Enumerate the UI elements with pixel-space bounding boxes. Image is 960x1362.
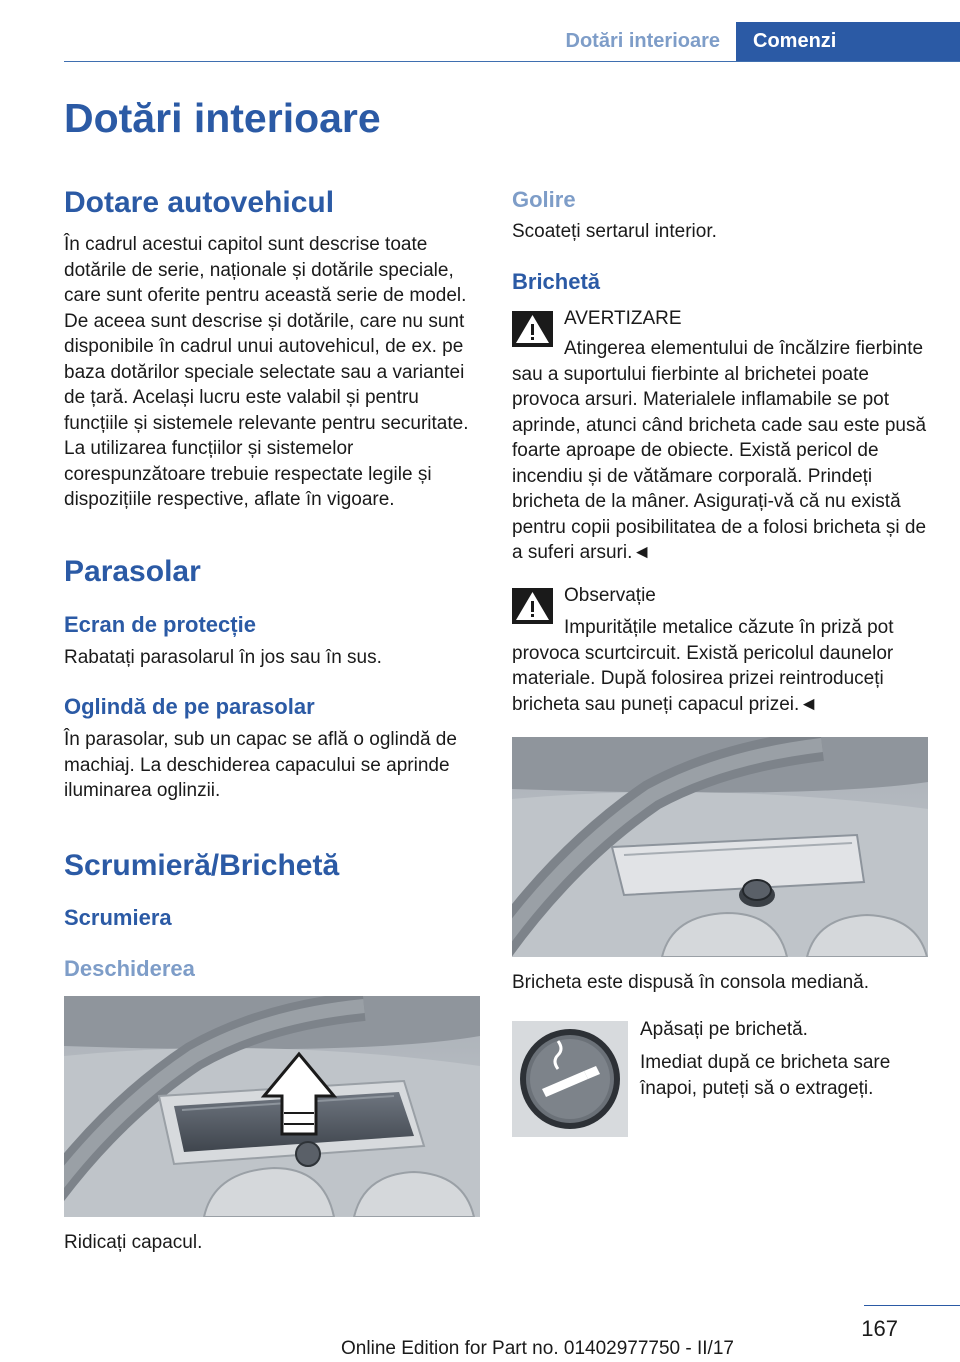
paragraph-ecran: Rabatați parasolarul în jos sau în sus. [64, 647, 382, 668]
heading-parasolar: Parasolar [64, 555, 201, 588]
warning-label-observatie: Observație [564, 585, 656, 606]
page-title: Dotări interioare [64, 95, 381, 141]
paragraph-oglinda: În parasolar, sub un capac se află o oglindă de machiaj. La deschiderea capacului se aprinde iluminarea oglinzii. [64, 729, 457, 801]
heading-ecran-protectie: Ecran de protecție [64, 612, 256, 637]
heading-bricheta: Brichetă [512, 269, 601, 294]
footer-edition: Online Edition for Part no. 01402977750 - II/17 [341, 1338, 734, 1359]
step-apasati: Apăsați pe brichetă. [640, 1019, 808, 1040]
caption-bricheta-consola: Bricheta este dispusă în consola mediană. [512, 972, 869, 993]
step-extrageti: Imediat după ce bricheta sare înapoi, puteți să o extrageți. [640, 1052, 891, 1099]
paragraph-dotare: În cadrul acestui capitol sunt descrise toate dotările de serie, naționale și dotările speciale, care sunt oferite pentru această serie de model. De aceea sunt descrise și dotările, care nu sunt disponibile în cadrul unui autovehicul, de ex. pe baza dotărilor speciale selectate sau a variantei de țară. Același lucru este valabil și pentru funcțiile și sistemele relevante pentru securitate. La utilizarea funcțiilor și sistemelor corespunzătoare trebuie respectate legile și dispozițiile respective, aflate în vigoare. [64, 234, 469, 510]
warning-label-avertizare: AVERTIZARE [564, 308, 682, 329]
lighter-console-illustration [512, 737, 928, 957]
heading-scrumiera: Scrumiera [64, 905, 172, 930]
footer-rule [864, 1305, 960, 1306]
paragraph-warning-observatie: Impuritățile metalice căzute în priză pot provoca scurtcircuit. Există pericolul daunelor materiale. După folosirea prizei reintroduceți bricheta sau puneți capacul prizei.◄ [512, 617, 894, 715]
heading-oglinda: Oglindă de pe parasolar [64, 694, 315, 719]
paragraph-warning-avertizare: Atingerea elementului de încălzire fierbinte sau a suportului fierbinte al brichetei poate provoca arsuri. Materialele inflamabile se pot aprinde, atunci când bricheta cade sau este pusă foarte aproape de obiecte. Există pericol de incendiu și de vătămare corporală. Prindeți bricheta de la mâner. Asigurați-vă că nu există pentru copii posibilitatea de a folosi bricheta și de a suferi arsuri.◄ [512, 338, 927, 563]
header-rule [64, 61, 960, 62]
ashtray-illustration [64, 996, 480, 1217]
cigarette-lighter-icon [512, 1021, 628, 1137]
header-tab-comenzi: Comenzi [736, 22, 960, 61]
heading-dotare-autovehicul: Dotare autovehicul [64, 186, 335, 219]
heading-scrumiera-bricheta: Scrumieră/Brichetă [64, 849, 340, 882]
page-number: 167 [861, 1316, 898, 1341]
heading-golire: Golire [512, 187, 576, 212]
heading-deschiderea: Deschiderea [64, 956, 195, 981]
caption-ridicati-capacul: Ridicați capacul. [64, 1232, 203, 1253]
paragraph-golire: Scoateți sertarul interior. [512, 221, 717, 242]
header-section-label: Dotări interioare [565, 30, 720, 52]
lighter-button-illustration [512, 1021, 628, 1137]
